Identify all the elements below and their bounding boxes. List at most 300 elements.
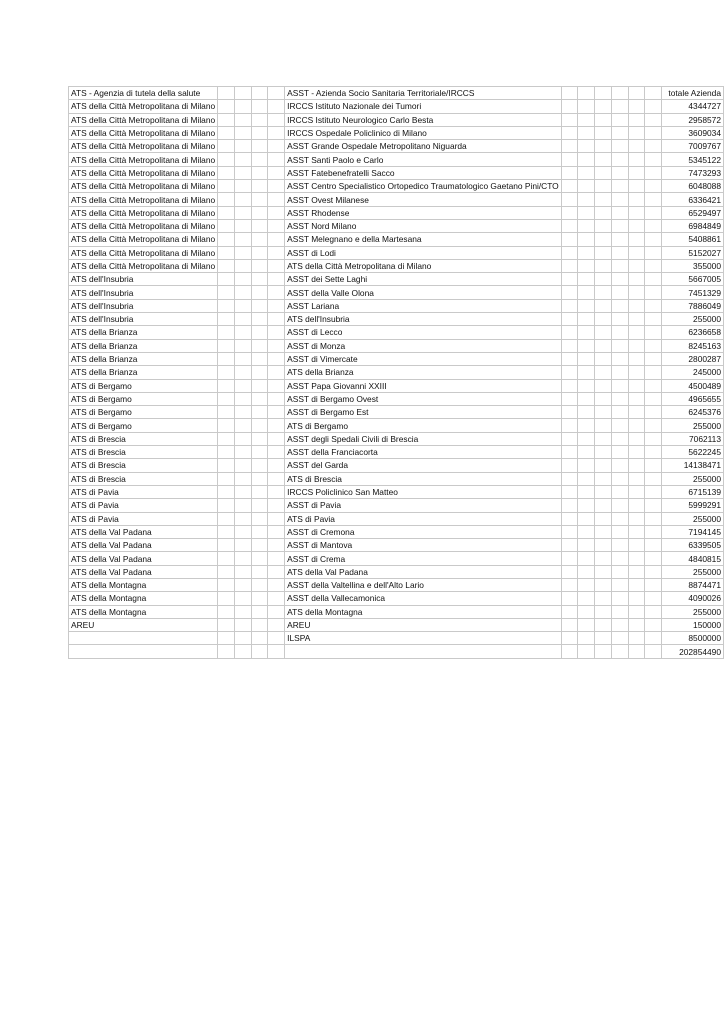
empty-cell — [645, 259, 662, 272]
empty-cell — [251, 379, 268, 392]
empty-cell — [234, 605, 251, 618]
empty-cell — [218, 166, 235, 179]
empty-cell — [234, 565, 251, 578]
empty-cell — [628, 459, 645, 472]
empty-cell — [645, 379, 662, 392]
empty-cell — [645, 525, 662, 538]
empty-cell — [251, 140, 268, 153]
empty-cell — [628, 233, 645, 246]
empty-cell — [268, 632, 285, 645]
empty-cell — [628, 259, 645, 272]
empty-cell — [268, 233, 285, 246]
empty-cell — [595, 605, 612, 618]
empty-cell — [268, 299, 285, 312]
total-cell: 6336421 — [662, 193, 724, 206]
empty-cell — [645, 153, 662, 166]
empty-cell — [628, 512, 645, 525]
total-cell: 6984849 — [662, 219, 724, 232]
empty-cell — [234, 339, 251, 352]
empty-cell — [218, 259, 235, 272]
ats-cell: ATS dell'Insubria — [69, 273, 218, 286]
ats-cell: ATS della Val Padana — [69, 525, 218, 538]
empty-cell — [611, 406, 628, 419]
asst-cell: ASST Melegnano e della Martesana — [285, 233, 562, 246]
empty-cell — [251, 446, 268, 459]
empty-cell — [234, 313, 251, 326]
empty-cell — [561, 446, 578, 459]
asst-cell: ASST Rhodense — [285, 206, 562, 219]
table-row — [69, 286, 724, 299]
table-row — [69, 392, 724, 405]
empty-cell — [251, 578, 268, 591]
empty-cell — [251, 299, 268, 312]
asst-cell: ASST Grande Ospedale Metropolitano Niguarda — [285, 140, 562, 153]
empty-cell — [268, 499, 285, 512]
asst-cell: IRCCS Istituto Nazionale dei Tumori — [285, 100, 562, 113]
empty-cell — [251, 153, 268, 166]
empty-cell — [595, 140, 612, 153]
empty-cell — [611, 140, 628, 153]
empty-cell — [595, 326, 612, 339]
empty-cell — [628, 379, 645, 392]
empty-cell — [218, 286, 235, 299]
empty-cell — [578, 446, 595, 459]
empty-cell — [578, 366, 595, 379]
asst-cell: ATS della Brianza — [285, 366, 562, 379]
empty-cell — [628, 113, 645, 126]
empty-cell — [561, 499, 578, 512]
empty-cell — [561, 632, 578, 645]
empty-cell — [628, 100, 645, 113]
empty-cell — [628, 485, 645, 498]
empty-cell — [218, 273, 235, 286]
empty-cell — [645, 605, 662, 618]
empty-cell — [268, 539, 285, 552]
empty-cell — [251, 286, 268, 299]
empty-cell — [611, 206, 628, 219]
empty-cell — [561, 512, 578, 525]
empty-cell — [645, 233, 662, 246]
empty-cell — [218, 379, 235, 392]
total-cell: 2958572 — [662, 113, 724, 126]
empty-cell — [645, 100, 662, 113]
total-cell: 7009767 — [662, 140, 724, 153]
empty-cell — [234, 419, 251, 432]
empty-cell — [561, 592, 578, 605]
empty-cell — [268, 432, 285, 445]
total-cell: 4500489 — [662, 379, 724, 392]
empty-cell — [234, 645, 251, 658]
total-cell: 5999291 — [662, 499, 724, 512]
empty-cell — [578, 299, 595, 312]
empty-cell — [578, 153, 595, 166]
empty-cell — [218, 233, 235, 246]
table-row — [69, 246, 724, 259]
table-row — [69, 525, 724, 538]
empty-cell — [251, 525, 268, 538]
empty-cell — [268, 419, 285, 432]
asst-cell: ASST della Franciacorta — [285, 446, 562, 459]
empty-cell — [611, 100, 628, 113]
ats-cell: ATS di Brescia — [69, 459, 218, 472]
table-row — [69, 113, 724, 126]
asst-cell: ATS dell'Insubria — [285, 313, 562, 326]
empty-cell — [595, 432, 612, 445]
empty-cell — [218, 485, 235, 498]
spreadsheet-table — [68, 86, 724, 659]
empty-cell — [268, 326, 285, 339]
asst-cell: ASST Ovest Milanese — [285, 193, 562, 206]
empty-cell — [578, 339, 595, 352]
empty-cell — [561, 326, 578, 339]
empty-cell — [578, 406, 595, 419]
empty-cell — [561, 180, 578, 193]
empty-cell — [611, 113, 628, 126]
empty-cell — [234, 126, 251, 139]
empty-cell — [234, 578, 251, 591]
ats-cell: ATS di Pavia — [69, 485, 218, 498]
empty-cell — [628, 539, 645, 552]
empty-cell — [611, 446, 628, 459]
empty-cell — [218, 339, 235, 352]
empty-cell — [234, 140, 251, 153]
empty-cell — [218, 126, 235, 139]
asst-cell: ASST Nord Milano — [285, 219, 562, 232]
ats-cell: ATS di Brescia — [69, 432, 218, 445]
empty-cell — [218, 153, 235, 166]
empty-cell — [234, 618, 251, 631]
total-cell: 5622245 — [662, 446, 724, 459]
empty-cell — [628, 592, 645, 605]
empty-cell — [595, 632, 612, 645]
empty-cell — [234, 286, 251, 299]
empty-cell — [218, 618, 235, 631]
asst-cell: IRCCS Ospedale Policlinico di Milano — [285, 126, 562, 139]
empty-cell — [628, 499, 645, 512]
empty-cell — [628, 552, 645, 565]
asst-cell: ASST di Lecco — [285, 326, 562, 339]
empty-cell — [578, 459, 595, 472]
empty-cell — [251, 645, 268, 658]
table-row — [69, 592, 724, 605]
empty-cell — [218, 366, 235, 379]
empty-cell — [218, 113, 235, 126]
table-row — [69, 193, 724, 206]
empty-cell — [628, 193, 645, 206]
total-cell: 202854490 — [662, 645, 724, 658]
empty-cell — [234, 432, 251, 445]
empty-cell — [251, 113, 268, 126]
empty-cell — [645, 126, 662, 139]
ats-cell: ATS di Brescia — [69, 446, 218, 459]
ats-cell: ATS dell'Insubria — [69, 299, 218, 312]
empty-cell — [561, 552, 578, 565]
empty-cell — [268, 286, 285, 299]
empty-cell — [595, 485, 612, 498]
ats-cell: ATS di Brescia — [69, 472, 218, 485]
empty-cell — [251, 273, 268, 286]
empty-cell — [595, 539, 612, 552]
empty-cell — [595, 446, 612, 459]
asst-cell: ASST della Valtellina e dell'Alto Lario — [285, 578, 562, 591]
empty-cell — [611, 618, 628, 631]
empty-cell — [611, 512, 628, 525]
empty-cell — [561, 246, 578, 259]
total-cell: 255000 — [662, 512, 724, 525]
empty-cell — [251, 206, 268, 219]
empty-cell — [561, 87, 578, 100]
empty-cell — [595, 618, 612, 631]
ats-cell: ATS della Città Metropolitana di Milano — [69, 193, 218, 206]
empty-cell — [611, 259, 628, 272]
empty-cell — [645, 499, 662, 512]
empty-cell — [268, 339, 285, 352]
empty-cell — [251, 339, 268, 352]
empty-cell — [234, 113, 251, 126]
ats-cell: ATS della Val Padana — [69, 552, 218, 565]
asst-cell: ASST Santi Paolo e Carlo — [285, 153, 562, 166]
empty-cell — [595, 499, 612, 512]
empty-cell — [611, 180, 628, 193]
empty-cell — [561, 313, 578, 326]
ats-cell: ATS della Città Metropolitana di Milano — [69, 126, 218, 139]
empty-cell — [234, 153, 251, 166]
empty-cell — [218, 539, 235, 552]
empty-cell — [251, 459, 268, 472]
empty-cell — [218, 406, 235, 419]
empty-cell — [218, 592, 235, 605]
ats-cell: ATS di Bergamo — [69, 406, 218, 419]
empty-cell — [595, 339, 612, 352]
table-row — [69, 299, 724, 312]
table-row — [69, 140, 724, 153]
empty-cell — [268, 140, 285, 153]
empty-cell — [268, 485, 285, 498]
total-cell: 5408861 — [662, 233, 724, 246]
empty-cell — [251, 565, 268, 578]
empty-cell — [561, 339, 578, 352]
empty-cell — [628, 352, 645, 365]
empty-cell — [251, 366, 268, 379]
empty-cell — [218, 326, 235, 339]
total-cell: 6715139 — [662, 485, 724, 498]
empty-cell — [628, 166, 645, 179]
empty-cell — [268, 392, 285, 405]
total-cell: 7886049 — [662, 299, 724, 312]
empty-cell — [268, 352, 285, 365]
empty-cell — [645, 299, 662, 312]
table-row — [69, 605, 724, 618]
empty-cell — [561, 352, 578, 365]
empty-cell — [234, 459, 251, 472]
asst-cell: ATS di Brescia — [285, 472, 562, 485]
table-row — [69, 565, 724, 578]
empty-cell — [251, 392, 268, 405]
empty-cell — [595, 259, 612, 272]
table-row — [69, 219, 724, 232]
empty-cell — [234, 552, 251, 565]
empty-cell — [645, 273, 662, 286]
empty-cell — [611, 166, 628, 179]
empty-cell — [561, 299, 578, 312]
ats-cell: ATS della Città Metropolitana di Milano — [69, 153, 218, 166]
empty-cell — [218, 100, 235, 113]
ats-cell: ATS di Bergamo — [69, 392, 218, 405]
total-cell: 255000 — [662, 605, 724, 618]
empty-cell — [561, 166, 578, 179]
ats-cell: ATS della Brianza — [69, 339, 218, 352]
ats-cell — [69, 632, 218, 645]
empty-cell — [578, 432, 595, 445]
empty-cell — [595, 512, 612, 525]
empty-cell — [251, 539, 268, 552]
empty-cell — [251, 618, 268, 631]
empty-cell — [578, 326, 595, 339]
total-cell: 6236658 — [662, 326, 724, 339]
empty-cell — [611, 326, 628, 339]
empty-cell — [251, 126, 268, 139]
empty-cell — [234, 246, 251, 259]
empty-cell — [561, 193, 578, 206]
empty-cell — [268, 552, 285, 565]
total-cell: 4090026 — [662, 592, 724, 605]
empty-cell — [611, 525, 628, 538]
empty-cell — [645, 432, 662, 445]
ats-cell: ATS della Val Padana — [69, 539, 218, 552]
empty-cell — [251, 87, 268, 100]
empty-cell — [234, 180, 251, 193]
empty-cell — [595, 233, 612, 246]
empty-cell — [218, 512, 235, 525]
empty-cell — [645, 313, 662, 326]
empty-cell — [578, 313, 595, 326]
empty-cell — [251, 193, 268, 206]
empty-cell — [218, 578, 235, 591]
empty-cell — [578, 352, 595, 365]
total-cell: 7473293 — [662, 166, 724, 179]
empty-cell — [251, 219, 268, 232]
table-row — [69, 578, 724, 591]
total-cell: 245000 — [662, 366, 724, 379]
empty-cell — [628, 180, 645, 193]
empty-cell — [251, 632, 268, 645]
empty-cell — [645, 552, 662, 565]
empty-cell — [595, 552, 612, 565]
empty-cell — [578, 219, 595, 232]
empty-cell — [578, 233, 595, 246]
empty-cell — [218, 313, 235, 326]
empty-cell — [561, 126, 578, 139]
total-cell: 4965655 — [662, 392, 724, 405]
empty-cell — [251, 512, 268, 525]
asst-cell: ASST di Bergamo Ovest — [285, 392, 562, 405]
empty-cell — [251, 419, 268, 432]
empty-cell — [561, 578, 578, 591]
ats-cell: ATS della Brianza — [69, 326, 218, 339]
asst-cell: ASST degli Spedali Civili di Brescia — [285, 432, 562, 445]
empty-cell — [628, 632, 645, 645]
asst-cell — [285, 645, 562, 658]
empty-cell — [234, 193, 251, 206]
table-row — [69, 313, 724, 326]
empty-cell — [645, 459, 662, 472]
asst-cell: ATS di Bergamo — [285, 419, 562, 432]
empty-cell — [628, 313, 645, 326]
empty-cell — [611, 219, 628, 232]
empty-cell — [645, 565, 662, 578]
empty-cell — [234, 219, 251, 232]
empty-cell — [595, 219, 612, 232]
empty-cell — [645, 406, 662, 419]
empty-cell — [268, 219, 285, 232]
empty-cell — [611, 565, 628, 578]
ats-cell: ATS della Montagna — [69, 605, 218, 618]
empty-cell — [595, 525, 612, 538]
empty-cell — [595, 206, 612, 219]
empty-cell — [561, 605, 578, 618]
empty-cell — [268, 87, 285, 100]
empty-cell — [611, 472, 628, 485]
empty-cell — [595, 419, 612, 432]
asst-cell: ATS della Montagna — [285, 605, 562, 618]
empty-cell — [561, 645, 578, 658]
table-row — [69, 100, 724, 113]
empty-cell — [611, 352, 628, 365]
empty-cell — [234, 512, 251, 525]
asst-cell: ASST Lariana — [285, 299, 562, 312]
empty-cell — [578, 180, 595, 193]
table-row — [69, 326, 724, 339]
table-row — [69, 552, 724, 565]
empty-cell — [595, 392, 612, 405]
empty-cell — [628, 366, 645, 379]
empty-cell — [578, 645, 595, 658]
empty-cell — [645, 472, 662, 485]
empty-cell — [234, 499, 251, 512]
empty-cell — [611, 632, 628, 645]
empty-cell — [611, 392, 628, 405]
empty-cell — [578, 100, 595, 113]
empty-cell — [268, 366, 285, 379]
empty-cell — [595, 180, 612, 193]
total-cell: 2800287 — [662, 352, 724, 365]
empty-cell — [595, 273, 612, 286]
asst-cell: ASST del Garda — [285, 459, 562, 472]
empty-cell — [234, 87, 251, 100]
empty-cell — [218, 525, 235, 538]
ats-cell: ATS di Pavia — [69, 499, 218, 512]
empty-cell — [268, 100, 285, 113]
empty-cell — [218, 446, 235, 459]
empty-cell — [611, 273, 628, 286]
empty-cell — [628, 565, 645, 578]
empty-cell — [611, 432, 628, 445]
ats-cell: ATS della Città Metropolitana di Milano — [69, 180, 218, 193]
empty-cell — [251, 100, 268, 113]
empty-cell — [561, 233, 578, 246]
empty-cell — [251, 326, 268, 339]
empty-cell — [234, 100, 251, 113]
empty-cell — [628, 140, 645, 153]
table-row — [69, 485, 724, 498]
empty-cell — [578, 259, 595, 272]
empty-cell — [268, 592, 285, 605]
empty-cell — [561, 153, 578, 166]
asst-cell: IRCCS Istituto Neurologico Carlo Besta — [285, 113, 562, 126]
empty-cell — [645, 246, 662, 259]
empty-cell — [645, 87, 662, 100]
asst-cell: ASST di Vimercate — [285, 352, 562, 365]
